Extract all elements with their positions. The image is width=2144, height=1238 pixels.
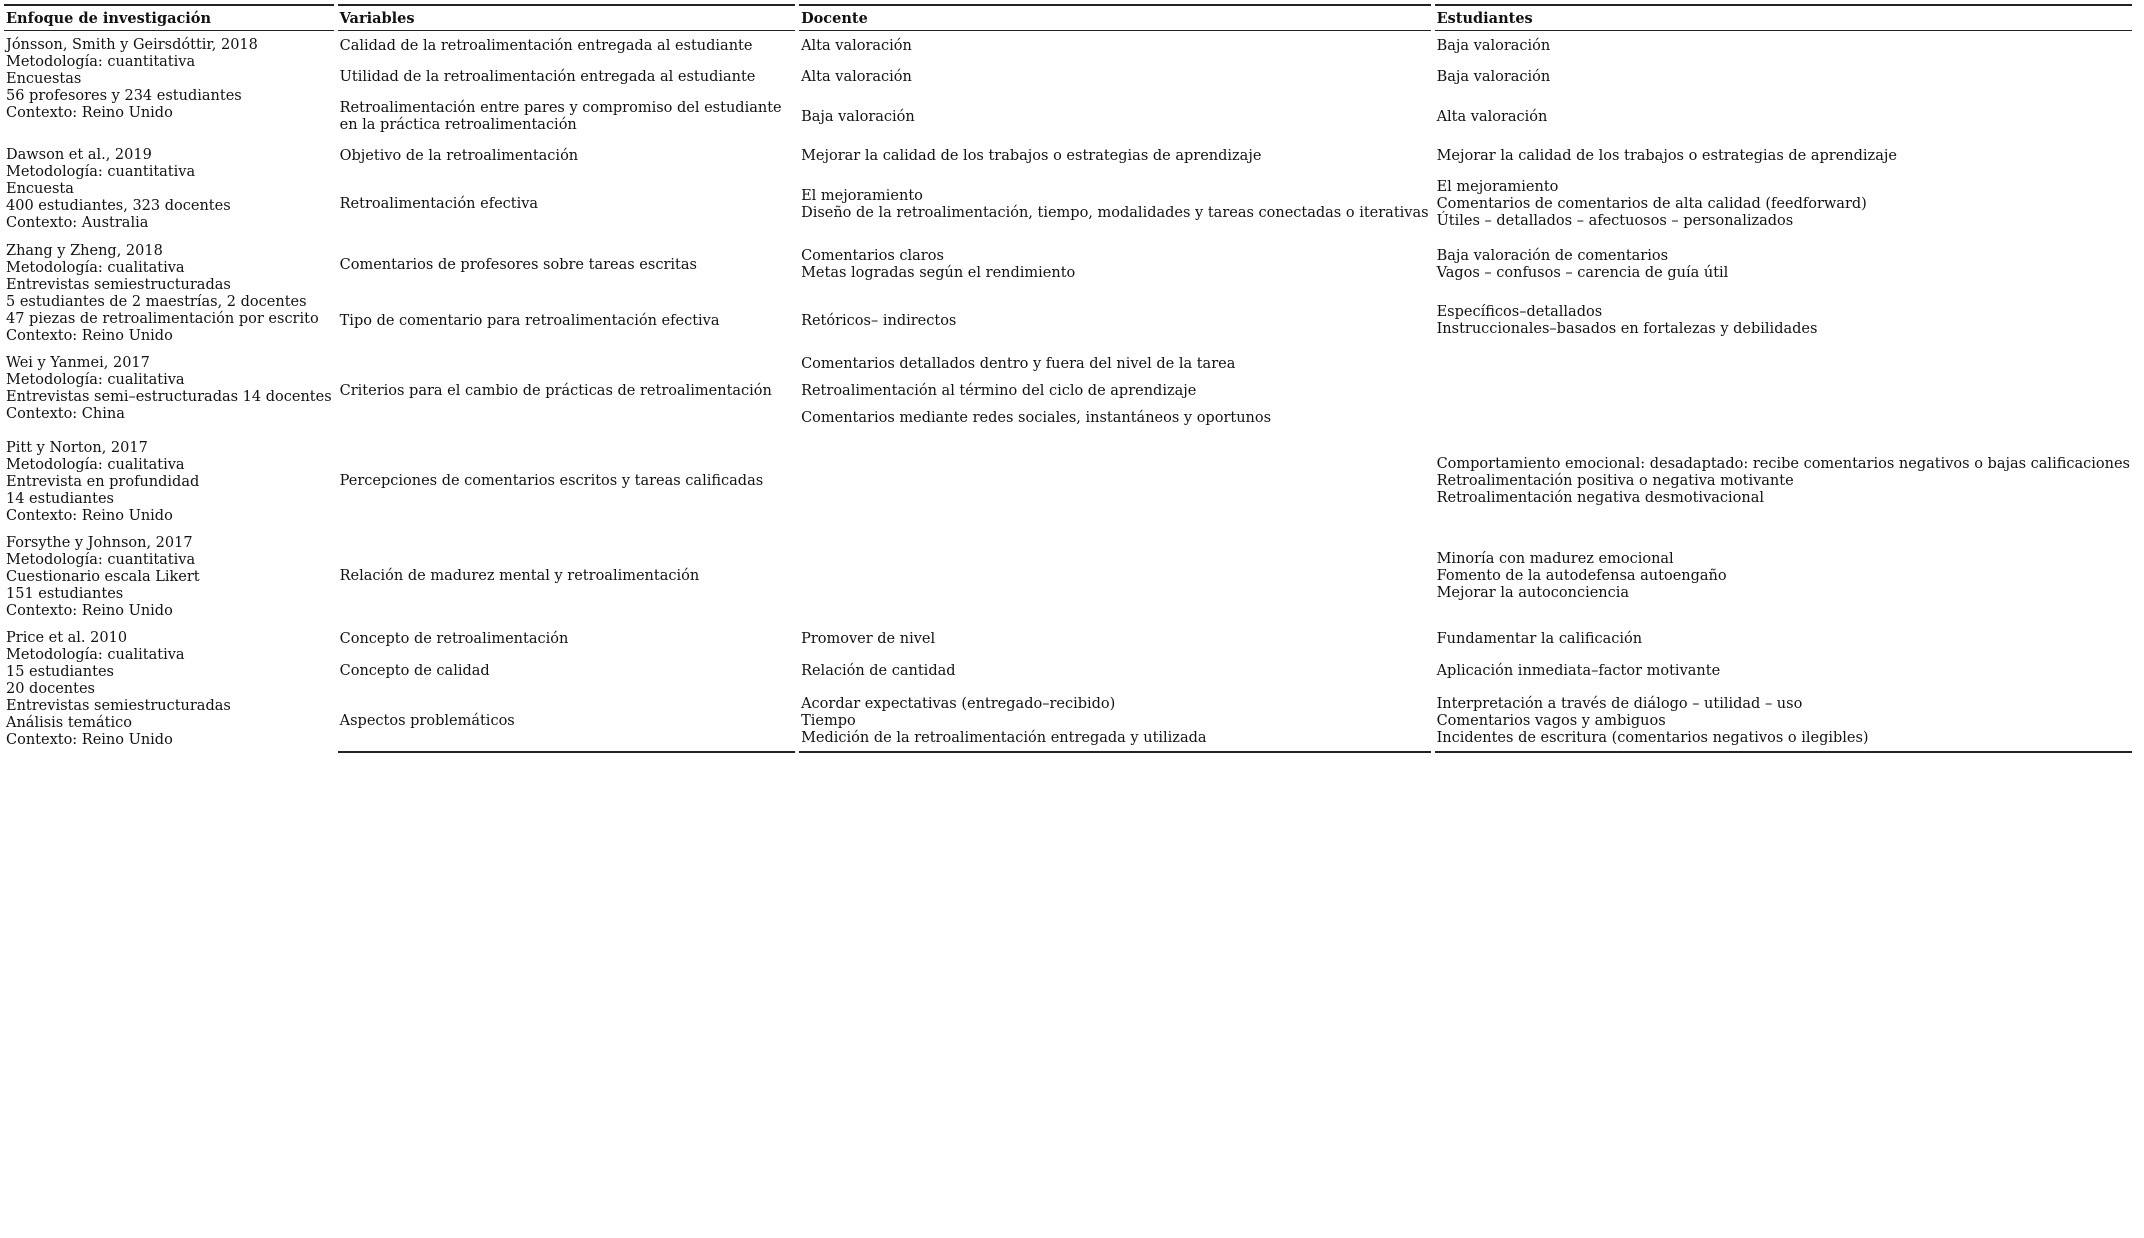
variable-cell: Retroalimentación entre pares y compromiso del estudiante en la práctica retroalimentación bbox=[339, 100, 782, 133]
estudiantes-line: Comentarios de comentarios de alta calidad (feedforward) bbox=[1436, 196, 1867, 212]
study-line: Entrevistas semi–estructuradas 14 docentes bbox=[6, 389, 332, 405]
study-cell bbox=[4, 237, 334, 349]
estudiantes-line: Baja valoración bbox=[1436, 38, 1551, 54]
study-line: Metodología: cualitativa bbox=[6, 647, 185, 663]
estudiantes-line: Instruccionales–basados en fortalezas y debilidades bbox=[1436, 321, 1818, 337]
study-line: Encuestas bbox=[6, 71, 82, 87]
study-line: Cuestionario escala Likert bbox=[6, 569, 200, 585]
estudiantes-line: Vagos – confusos – carencia de guía útil bbox=[1436, 265, 1729, 281]
study-line: Metodología: cualitativa bbox=[6, 457, 185, 473]
header-docente: Docente bbox=[799, 4, 1431, 31]
docente-line: Baja valoración bbox=[801, 108, 915, 125]
study-line: Análisis temático bbox=[6, 715, 132, 731]
table-row bbox=[4, 529, 2132, 624]
estudiantes-line: Baja valoración de comentarios bbox=[1436, 248, 1669, 264]
estudiantes-cell bbox=[1435, 172, 2132, 237]
estudiantes-cell bbox=[1435, 62, 2132, 93]
study-line: Contexto: China bbox=[6, 406, 125, 422]
study-line: Contexto: Australia bbox=[6, 215, 149, 231]
docente-line: Alta valoración bbox=[801, 38, 912, 54]
study-line: Entrevistas semiestructuradas bbox=[6, 698, 231, 714]
docente-cell bbox=[799, 656, 1431, 688]
variable-cell: Tipo de comentario para retroalimentación efectiva bbox=[339, 312, 720, 329]
line-gap bbox=[801, 400, 1429, 410]
study-cell bbox=[4, 349, 334, 434]
estudiantes-line: Baja valoración bbox=[1436, 69, 1551, 85]
table-row bbox=[4, 434, 2132, 529]
study-line: Dawson et al., 2019 bbox=[6, 147, 152, 163]
header-estudiantes: Estudiantes bbox=[1435, 4, 2132, 31]
study-line: Encuesta bbox=[6, 181, 74, 197]
study-cell bbox=[4, 141, 334, 237]
variable-cell: Objetivo de la retroalimentación bbox=[339, 148, 579, 164]
estudiantes-cell bbox=[1435, 688, 2132, 753]
estudiantes-cell bbox=[1435, 237, 2132, 293]
variable-cell: Relación de madurez mental y retroalimentación bbox=[339, 568, 700, 584]
estudiantes-line: Minoría con madurez emocional bbox=[1436, 551, 1674, 567]
docente-cell bbox=[799, 624, 1431, 656]
study-line: Contexto: Reino Unido bbox=[6, 508, 173, 524]
study-line: Contexto: Reino Unido bbox=[6, 105, 173, 121]
docente-line: Comentarios claros bbox=[801, 248, 944, 264]
study-line: Metodología: cuantitativa bbox=[6, 54, 196, 70]
docente-line: Comentarios detallados dentro y fuera del nivel de la tarea bbox=[801, 356, 1236, 372]
variable-cell: Criterios para el cambio de prácticas de retroalimentación bbox=[339, 383, 772, 399]
estudiantes-line: Interpretación a través de diálogo – utilidad – uso bbox=[1436, 695, 1803, 712]
study-line: Forsythe y Johnson, 2017 bbox=[6, 535, 193, 551]
study-line: Contexto: Reino Unido bbox=[6, 603, 173, 619]
docente-line: Alta valoración bbox=[801, 69, 912, 85]
study-line: Metodología: cuantitativa bbox=[6, 164, 196, 180]
docente-cell bbox=[799, 434, 1431, 529]
research-table bbox=[0, 4, 2136, 753]
docente-cell bbox=[799, 688, 1431, 753]
header-row bbox=[4, 4, 2132, 31]
header-variables: Variables bbox=[338, 4, 795, 31]
estudiantes-line: Retroalimentación positiva o negativa motivante bbox=[1436, 473, 1794, 489]
variable-cell: Retroalimentación efectiva bbox=[339, 196, 539, 212]
header-enfoque: Enfoque de investigación bbox=[4, 4, 334, 31]
variable-cell: Utilidad de la retroalimentación entregada al estudiante bbox=[339, 69, 756, 85]
table-row bbox=[4, 31, 2132, 62]
estudiantes-line: Mejorar la autoconciencia bbox=[1436, 585, 1630, 601]
docente-cell bbox=[799, 237, 1431, 293]
table-row bbox=[4, 237, 2132, 293]
docente-line: Diseño de la retroalimentación, tiempo, modalidades y tareas conectadas o iterativas bbox=[801, 204, 1429, 221]
study-line: 20 docentes bbox=[6, 681, 95, 697]
estudiantes-line: El mejoramiento bbox=[1436, 179, 1559, 195]
study-line: Metodología: cuantitativa bbox=[6, 552, 196, 568]
study-line: 15 estudiantes bbox=[6, 664, 114, 680]
estudiantes-cell bbox=[1435, 656, 2132, 688]
estudiantes-cell bbox=[1435, 529, 2132, 624]
docente-cell bbox=[799, 349, 1431, 434]
docente-line: Comentarios mediante redes sociales, instantáneos y oportunos bbox=[801, 410, 1272, 426]
variable-cell: Comentarios de profesores sobre tareas escritas bbox=[339, 256, 697, 273]
study-line: Contexto: Reino Unido bbox=[6, 328, 173, 344]
docente-line: Relación de cantidad bbox=[801, 663, 956, 680]
study-line: 14 estudiantes bbox=[6, 491, 114, 507]
estudiantes-line: Mejorar la calidad de los trabajos o estrategias de aprendizaje bbox=[1436, 148, 1897, 164]
study-line: Pitt y Norton, 2017 bbox=[6, 440, 148, 456]
study-cell bbox=[4, 31, 334, 141]
estudiantes-line: Comentarios vagos y ambiguos bbox=[1436, 712, 1666, 729]
study-line: 56 profesores y 234 estudiantes bbox=[6, 88, 242, 104]
study-cell bbox=[4, 624, 334, 753]
docente-cell bbox=[799, 141, 1431, 172]
table-row bbox=[4, 349, 2132, 434]
study-line: 400 estudiantes, 323 docentes bbox=[6, 198, 231, 214]
docente-line: Acordar expectativas (entregado–recibido) bbox=[801, 695, 1116, 712]
variable-cell: Percepciones de comentarios escritos y tareas calificadas bbox=[339, 473, 764, 489]
study-line: Contexto: Reino Unido bbox=[6, 732, 173, 748]
estudiantes-line: Retroalimentación negativa desmotivacional bbox=[1436, 490, 1765, 506]
variable-cell: Calidad de la retroalimentación entregada al estudiante bbox=[339, 38, 753, 54]
estudiantes-cell bbox=[1435, 293, 2132, 349]
study-cell bbox=[4, 434, 334, 529]
docente-cell bbox=[799, 172, 1431, 237]
estudiantes-cell bbox=[1435, 349, 2132, 434]
table-row bbox=[4, 141, 2132, 172]
estudiantes-cell bbox=[1435, 434, 2132, 529]
docente-line: Medición de la retroalimentación entregada y utilizada bbox=[801, 729, 1207, 746]
variable-cell: Concepto de retroalimentación bbox=[339, 631, 569, 648]
docente-cell bbox=[799, 31, 1431, 62]
estudiantes-line: Fomento de la autodefensa autoengaño bbox=[1436, 568, 1727, 584]
study-line: Entrevistas semiestructuradas bbox=[6, 277, 231, 293]
study-line: 47 piezas de retroalimentación por escrito bbox=[6, 311, 319, 327]
estudiantes-line: Útiles – detallados – afectuosos – personalizados bbox=[1436, 213, 1794, 229]
study-line: Zhang y Zheng, 2018 bbox=[6, 243, 163, 259]
docente-cell bbox=[799, 293, 1431, 349]
study-line: Metodología: cualitativa bbox=[6, 260, 185, 276]
study-line: Metodología: cualitativa bbox=[6, 372, 185, 388]
docente-line: Metas logradas según el rendimiento bbox=[801, 265, 1076, 281]
variable-cell: Aspectos problemáticos bbox=[338, 688, 795, 753]
docente-line: Mejorar la calidad de los trabajos o estrategias de aprendizaje bbox=[801, 148, 1262, 164]
estudiantes-line: Comportamiento emocional: desadaptado: recibe comentarios negativos o bajas calificaciones bbox=[1436, 456, 2130, 472]
estudiantes-cell bbox=[1435, 93, 2132, 141]
docente-cell bbox=[799, 62, 1431, 93]
table-body bbox=[4, 31, 2132, 753]
study-line: Wei y Yanmei, 2017 bbox=[6, 355, 150, 371]
variable-cell: Concepto de calidad bbox=[339, 663, 490, 680]
estudiantes-cell bbox=[1435, 141, 2132, 172]
study-line: Price et al. 2010 bbox=[6, 630, 128, 646]
estudiantes-cell bbox=[1435, 31, 2132, 62]
estudiantes-line: Alta valoración bbox=[1436, 108, 1548, 125]
docente-line: Retóricos– indirectos bbox=[801, 312, 957, 329]
study-line: Jónsson, Smith y Geirsdóttir, 2018 bbox=[6, 37, 258, 53]
docente-line: Tiempo bbox=[801, 712, 856, 729]
table-row bbox=[4, 624, 2132, 656]
study-line: Entrevista en profundidad bbox=[6, 474, 200, 490]
estudiantes-line: Fundamentar la calificación bbox=[1436, 631, 1643, 648]
study-line: 5 estudiantes de 2 maestrías, 2 docentes bbox=[6, 294, 307, 310]
docente-line: Retroalimentación al término del ciclo de aprendizaje bbox=[801, 383, 1197, 399]
docente-cell bbox=[799, 93, 1431, 141]
estudiantes-line: Incidentes de escritura (comentarios negativos o ilegibles) bbox=[1436, 729, 1869, 746]
estudiantes-line: Aplicación inmediata–factor motivante bbox=[1436, 663, 1721, 680]
study-line: 151 estudiantes bbox=[6, 586, 124, 602]
docente-cell bbox=[799, 529, 1431, 624]
docente-line: El mejoramiento bbox=[801, 187, 923, 204]
estudiantes-line: Específicos–detallados bbox=[1436, 304, 1603, 320]
line-gap bbox=[801, 373, 1429, 383]
study-cell bbox=[4, 529, 334, 624]
docente-line: Promover de nivel bbox=[801, 631, 936, 648]
estudiantes-cell bbox=[1435, 624, 2132, 656]
